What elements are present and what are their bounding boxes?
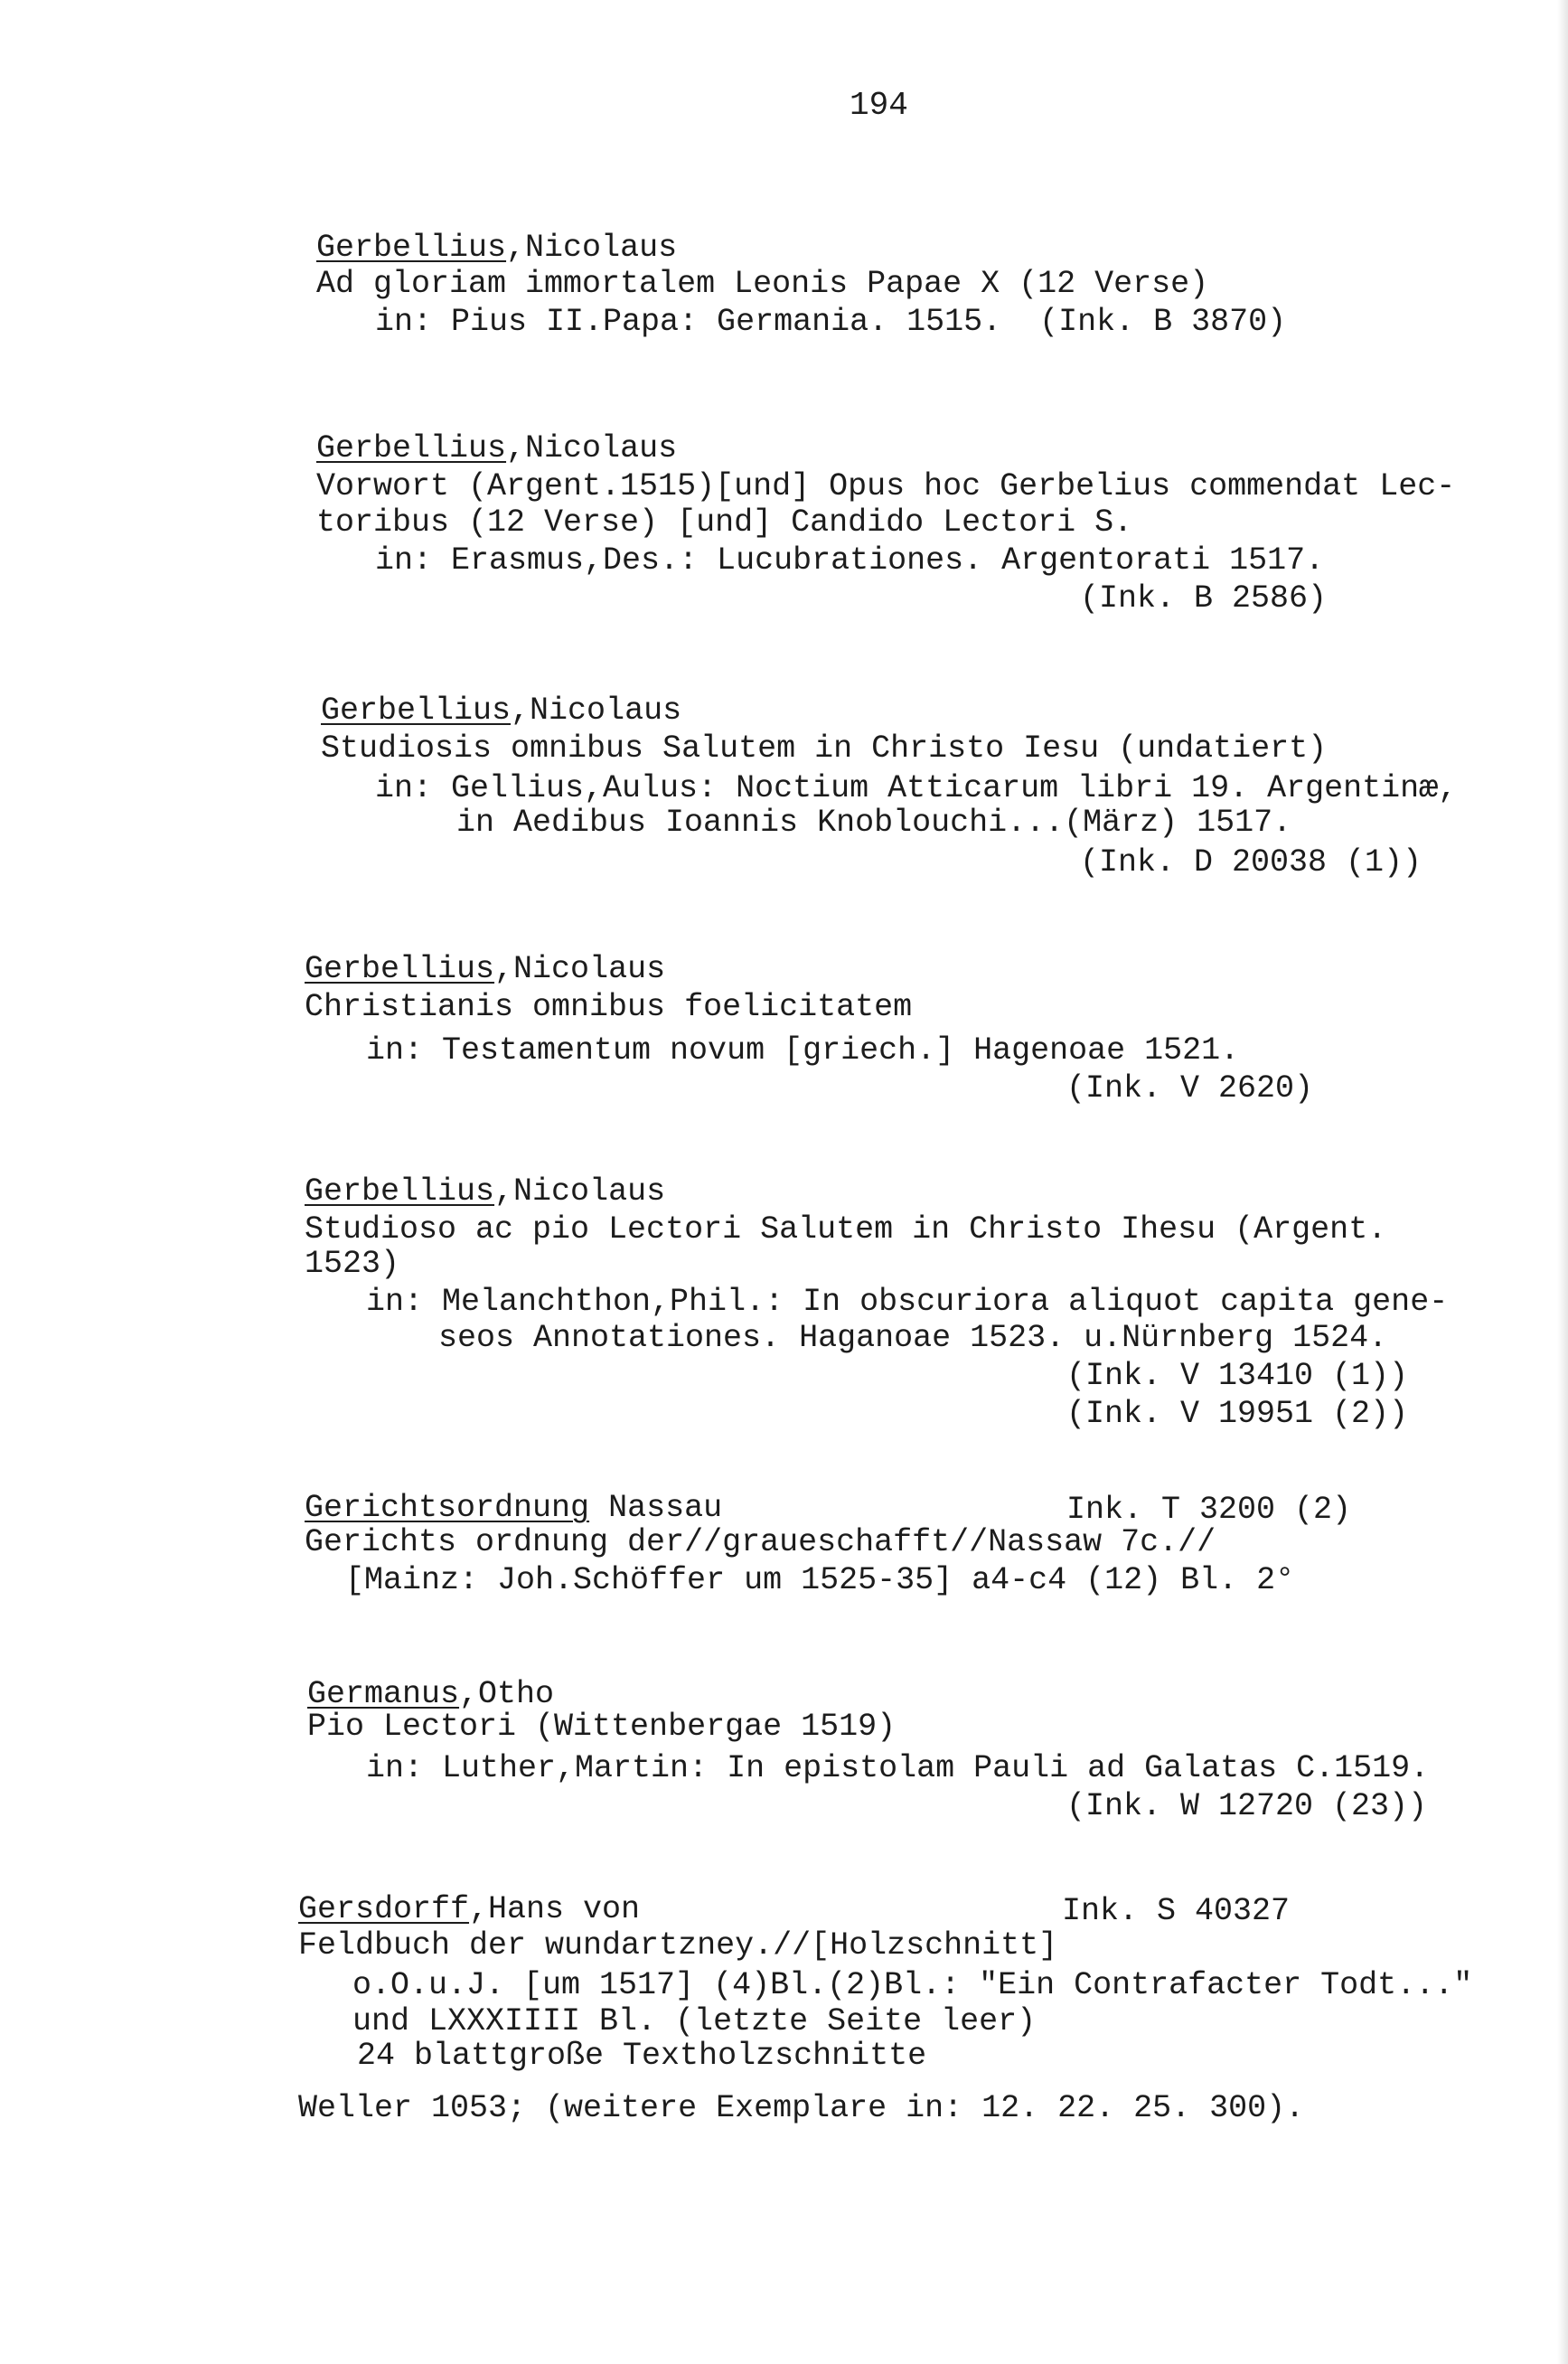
author-given-name: ,Nicolaus	[511, 692, 682, 729]
entry-heading	[305, 1490, 722, 1526]
page-number: 194	[850, 87, 908, 124]
author-given-name: ,Otho	[459, 1676, 555, 1712]
entry-title-line: Studiosis omnibus Salutem in Christo Iesu (undatiert)	[321, 730, 1328, 767]
entry-shelfmark: Ink. T 3200 (2)	[1066, 1492, 1352, 1528]
author-name: Gerbellius	[316, 430, 507, 466]
entry-shelfmark: (Ink. V 2620)	[1066, 1070, 1314, 1107]
entry-title-line: Gerichts ordnung der//graueschafft//Nassaw 7c.//	[305, 1524, 1216, 1560]
entry-shelfmark: (Ink. V 19951 (2))	[1066, 1396, 1409, 1432]
scan-edge-shadow	[1557, 0, 1568, 2364]
author-given-name: ,Nicolaus	[506, 430, 678, 466]
author-name: Gerbellius	[305, 951, 495, 987]
entry-imprint-line: o.O.u.J. [um 1517] (4)Bl.(2)Bl.: "Ein Contrafacter Todt..."	[352, 1967, 1473, 2003]
author-given-name: ,Nicolaus	[506, 230, 678, 266]
entry-heading	[316, 430, 677, 466]
entry-source-line: in Aedibus Ioannis Knoblouchi...(März) 1517.	[456, 805, 1292, 841]
entry-heading	[298, 1891, 640, 1927]
author-given-name: ,Hans von	[469, 1891, 641, 1927]
entry-note-line: 24 blattgroße Textholzschnitte	[357, 2038, 927, 2074]
entry-title-line: Ad gloriam immortalem Leonis Papae X (12 Verse)	[316, 266, 1209, 302]
entry-title-line: Studioso ac pio Lectori Salutem in Christo Ihesu (Argent.	[305, 1211, 1387, 1248]
entry-title-line: toribus (12 Verse) [und] Candido Lectori S.	[316, 504, 1133, 541]
entry-shelfmark: (Ink. W 12720 (23))	[1066, 1788, 1428, 1824]
author-name: Germanus	[307, 1676, 460, 1712]
entry-shelfmark: (Ink. B 2586)	[1080, 580, 1328, 617]
entry-heading	[316, 230, 677, 266]
entry-source-line: seos Annotationes. Haganoae 1523. u.Nürnberg 1524.	[438, 1320, 1388, 1356]
entry-source-line: in: Erasmus,Des.: Lucubrationes. Argentorati 1517.	[375, 542, 1325, 579]
entry-title-line: Pio Lectori (Wittenbergae 1519)	[307, 1709, 897, 1745]
entry-reference-line: Weller 1053; (weitere Exemplare in: 12. 22. 25. 300).	[298, 2090, 1305, 2126]
author-name: Gerichtsordnung	[305, 1490, 590, 1526]
entry-imprint-line: [Mainz: Joh.Schöffer um 1525-35] a4-c4 (12) Bl. 2°	[345, 1562, 1295, 1598]
entry-heading	[305, 951, 665, 987]
entry-title-line: Vorwort (Argent.1515)[und] Opus hoc Gerbelius commendat Lec-	[316, 468, 1456, 504]
entry-shelfmark: Ink. S 40327	[1062, 1893, 1291, 1929]
entry-title-line: 1523)	[305, 1246, 400, 1282]
author-name: Gerbellius	[305, 1173, 495, 1210]
entry-shelfmark: (Ink. D 20038 (1))	[1080, 844, 1422, 881]
author-given-name: Nassau	[589, 1490, 723, 1526]
entry-source-line: in: Pius II.Papa: Germania. 1515. (Ink. B 3870)	[375, 304, 1287, 340]
entry-source-line: in: Melanchthon,Phil.: In obscuriora aliquot capita gene-	[366, 1284, 1449, 1320]
entry-heading	[305, 1173, 665, 1210]
author-given-name: ,Nicolaus	[494, 1173, 666, 1210]
author-name: Gerbellius	[321, 692, 512, 729]
author-given-name: ,Nicolaus	[494, 951, 666, 987]
author-name: Gersdorff	[298, 1891, 470, 1927]
author-name: Gerbellius	[316, 230, 507, 266]
entry-source-line: in: Gellius,Aulus: Noctium Atticarum libri 19. Argentinæ,	[375, 770, 1458, 806]
entry-source-line: in: Luther,Martin: In epistolam Pauli ad Galatas C.1519.	[366, 1750, 1430, 1786]
entry-source-line: in: Testamentum novum [griech.] Hagenoae 1521.	[366, 1032, 1240, 1069]
entry-heading	[307, 1676, 554, 1712]
entry-shelfmark: (Ink. V 13410 (1))	[1066, 1358, 1409, 1394]
entry-imprint-line: und LXXXIIII Bl. (letzte Seite leer)	[352, 2003, 1037, 2039]
entry-title-line: Christianis omnibus foelicitatem	[305, 989, 913, 1025]
entry-title-line: Feldbuch der wundartzney.//[Holzschnitt]	[298, 1927, 1058, 1964]
entry-heading	[321, 692, 681, 729]
